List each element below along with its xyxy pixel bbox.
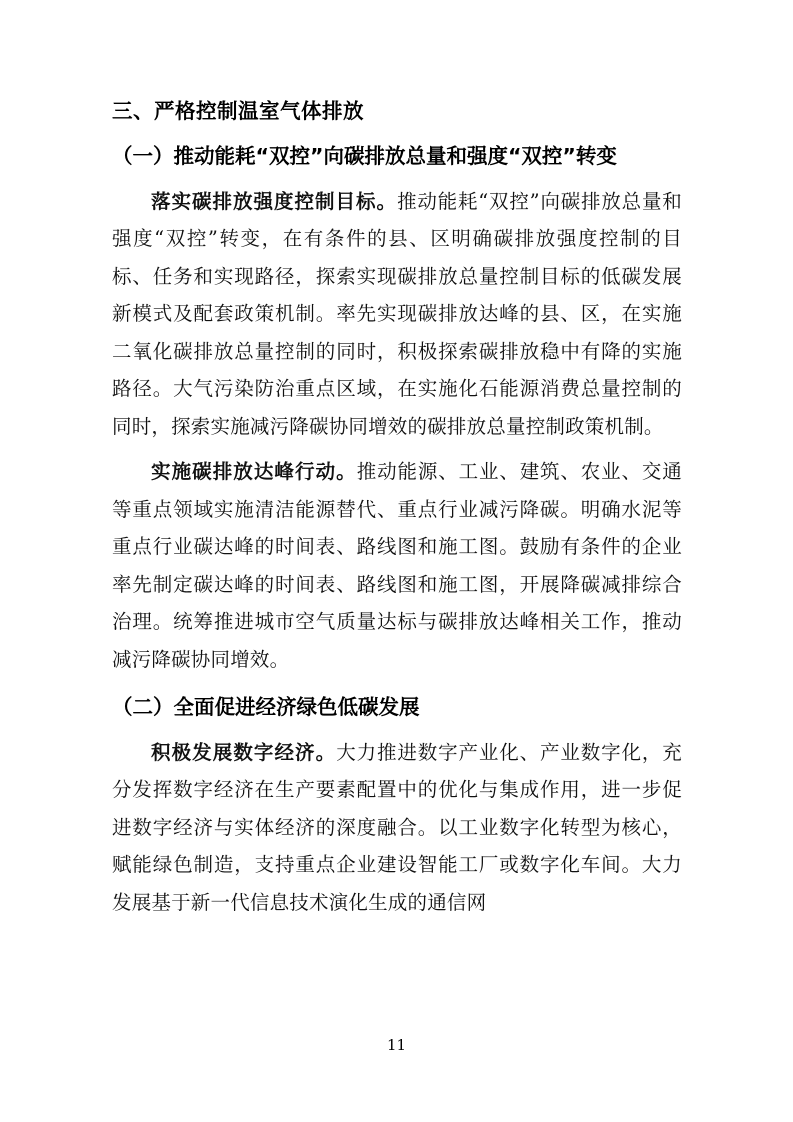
- subsection-heading-2: （二）全面促进经济绿色低碳发展: [112, 695, 420, 720]
- subsection-heading-1: （一）推动能耗“双控”向碳排放总量和强度“双控”转变: [112, 143, 617, 168]
- paragraph-2: [112, 453, 682, 678]
- paragraph-3-body: 大力推进数字产业化、产业数字化，充分发挥数字经济在生产要素配置中的优化与集成作用，进一步促进数字经济与实体经济的深度融合。以工业数字化转型为核心，赋能绿色制造，支持重点企业建设智能工厂或数字化车间。大力发展基于新一代信息技术演化生成的通信网: [112, 740, 682, 914]
- paragraph-1-body: 推动能耗“双控”向碳排放总量和强度“双控”转变，在有条件的县、区明确碳排放强度控制的目标、任务和实现路径，探索实现碳排放总量控制目标的低碳发展新模式及配套政策机制。率先实现碳排放达峰的县、区，在实施二氧化碳排放总量控制的同时，积极探索碳排放稳中有降的实施路径。大气污染防治重点区域，在实施化石能源消费总量控制的同时，探索实施减污降碳协同增效的碳排放总量控制政策机制。: [112, 189, 682, 438]
- paragraph-1-lead: 落实碳排放强度控制目标。: [151, 189, 398, 213]
- section-spacer: [112, 680, 682, 692]
- page-content: [112, 96, 682, 923]
- section-heading: 三、严格控制温室气体排放: [112, 99, 364, 123]
- paragraph-2-body: 推动能源、工业、建筑、农业、交通等重点领域实施清洁能源替代、重点行业减污降碳。明确水泥等重点行业碳达峰的时间表、路线图和施工图。鼓励有条件的企业率先制定碳达峰的时间表、路线图和施工图，开展降碳减排综合治理。统筹推进城市空气质量达标与碳排放达峰相关工作，推动减污降碳协同增效。: [112, 460, 682, 671]
- paragraph-2-lead: 实施碳排放达峰行动。: [151, 460, 357, 484]
- paragraph-1: [112, 183, 682, 446]
- page-number: 11: [386, 1036, 407, 1054]
- paragraph-3-lead: 积极发展数字经济。: [151, 740, 337, 764]
- paragraph-3: [112, 734, 682, 922]
